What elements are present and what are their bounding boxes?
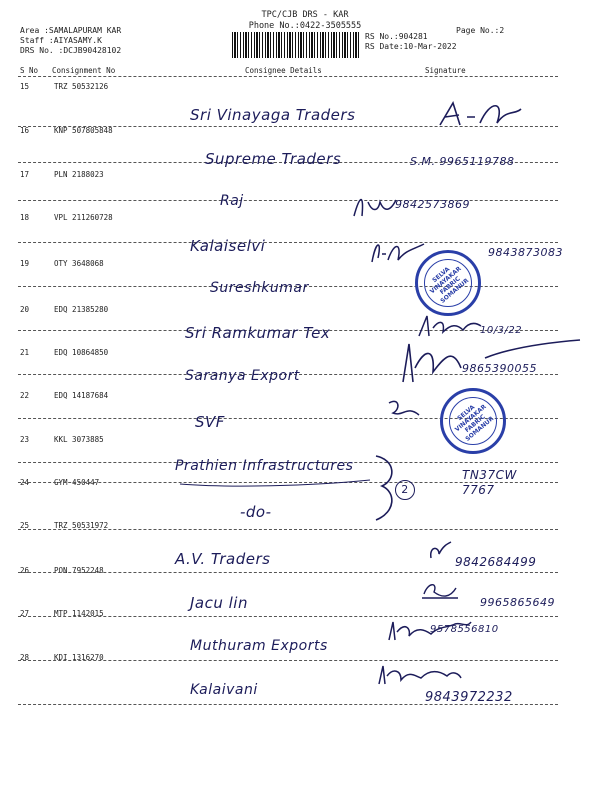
row-divider	[18, 572, 558, 573]
handwritten-phone: 9865390055	[462, 362, 537, 375]
column-header-signature: Signature	[425, 66, 466, 75]
handwritten-phone: 9578556810	[430, 624, 499, 635]
signature-scribble	[368, 236, 428, 266]
row-label: 25 TRZ 50531972	[20, 521, 109, 530]
row-label: 22 EDQ 14187684	[20, 391, 109, 400]
row-label: 24 GYM 450447	[20, 478, 100, 487]
handwritten-consignee: Supreme Traders	[205, 150, 342, 168]
row-label: 23 KKL 3073885	[20, 435, 104, 444]
handwritten-consignee: Raj	[220, 193, 244, 209]
circled-number-mark: 2	[395, 480, 415, 500]
column-header-consignee: Consignee Details	[245, 66, 322, 75]
handwritten-phone: S.M. 9965119788	[410, 155, 515, 168]
handwritten-consignee: Muthuram Exports	[190, 638, 328, 654]
handwritten-consignee: Prathien Infrastructures	[175, 458, 354, 474]
row-divider	[18, 200, 558, 201]
handwritten-consignee: Saranya Export	[185, 368, 300, 384]
rs-date: RS Date:10-Mar-2022	[365, 42, 457, 51]
signature-scribble	[385, 618, 475, 644]
row-divider	[18, 242, 558, 243]
signature-scribble	[420, 580, 460, 602]
company-stamp: SELVA VINAYAKAR FABRIC SOMANUR	[440, 388, 506, 454]
company-stamp: SELVA VINAYAKAR FABRIC SOMANUR	[415, 250, 481, 316]
signature-scribble	[395, 338, 585, 388]
row-label: 28 KDI 1316270	[20, 653, 104, 662]
row-label: 15 TRZ 50532126	[20, 82, 109, 91]
signature-scribble	[425, 540, 455, 562]
handwritten-phone: 9843972232	[425, 690, 513, 705]
row-label: 19 OTY 3648068	[20, 259, 104, 268]
document-title: TPC/CJB DRS - KAR	[261, 10, 349, 20]
staff-label: Staff :AIYASAMY.K	[20, 36, 102, 45]
header-center-block	[230, 10, 380, 32]
signature-scribble	[435, 95, 525, 135]
barcode-image	[232, 32, 360, 58]
handwritten-consignee: Sureshkumar	[210, 280, 309, 296]
column-header-consignment: Consignment No	[52, 66, 116, 75]
signature-scribble	[385, 395, 425, 425]
header-divider	[18, 76, 558, 77]
handwritten-date: 10/3/22	[480, 325, 523, 336]
handwritten-vehicle-number: TN37CW 7767	[462, 468, 517, 497]
handwritten-consignee: SVF	[195, 413, 225, 431]
row-label: 26 PON 7952248	[20, 566, 104, 575]
row-divider	[18, 660, 558, 661]
signature-scribble	[375, 662, 465, 688]
handwritten-phone: 9965865649	[480, 596, 555, 609]
handwritten-consignee: A.V. Traders	[175, 550, 271, 568]
handwritten-phone: 9842684499	[455, 555, 537, 569]
header-right-block	[365, 32, 457, 52]
handwritten-phone: 9842573869	[395, 198, 470, 211]
phone-number: Phone No.:0422-3505555	[248, 21, 362, 31]
area-label: Area :SAMALAPURAM KAR	[20, 26, 122, 35]
strike-scribble	[170, 450, 390, 490]
handwritten-consignee: Sri Ramkumar Tex	[185, 324, 331, 342]
signature-scribble	[350, 192, 400, 222]
row-divider	[18, 529, 558, 530]
row-divider	[18, 616, 558, 617]
row-label: 16 KNP 507805848	[20, 126, 113, 135]
handwritten-consignee: Kalaivani	[190, 682, 258, 698]
header-left-block	[20, 26, 121, 56]
handwritten-consignee: Jacu lin	[190, 594, 248, 612]
row-label: 21 EDQ 10864850	[20, 348, 109, 357]
row-label: 17 PLN 2188023	[20, 170, 104, 179]
handwritten-consignee: Sri Vinayaga Traders	[190, 106, 356, 124]
row-label: 20 EDQ 21385280	[20, 305, 109, 314]
handwritten-consignee: -do-	[240, 503, 272, 521]
row-label: 18 VPL 211260728	[20, 213, 113, 222]
rs-number: RS No.:904281	[365, 32, 428, 41]
handwritten-phone: 9843873083	[488, 246, 563, 259]
drs-number: DRS No. :DCJB90428102	[20, 46, 122, 55]
handwritten-consignee: Kalaiselvi	[190, 237, 266, 255]
column-header-sno: S No	[20, 66, 39, 75]
page-number: Page No.:2	[456, 26, 505, 35]
row-label: 27 MTP 1142015	[20, 609, 104, 618]
